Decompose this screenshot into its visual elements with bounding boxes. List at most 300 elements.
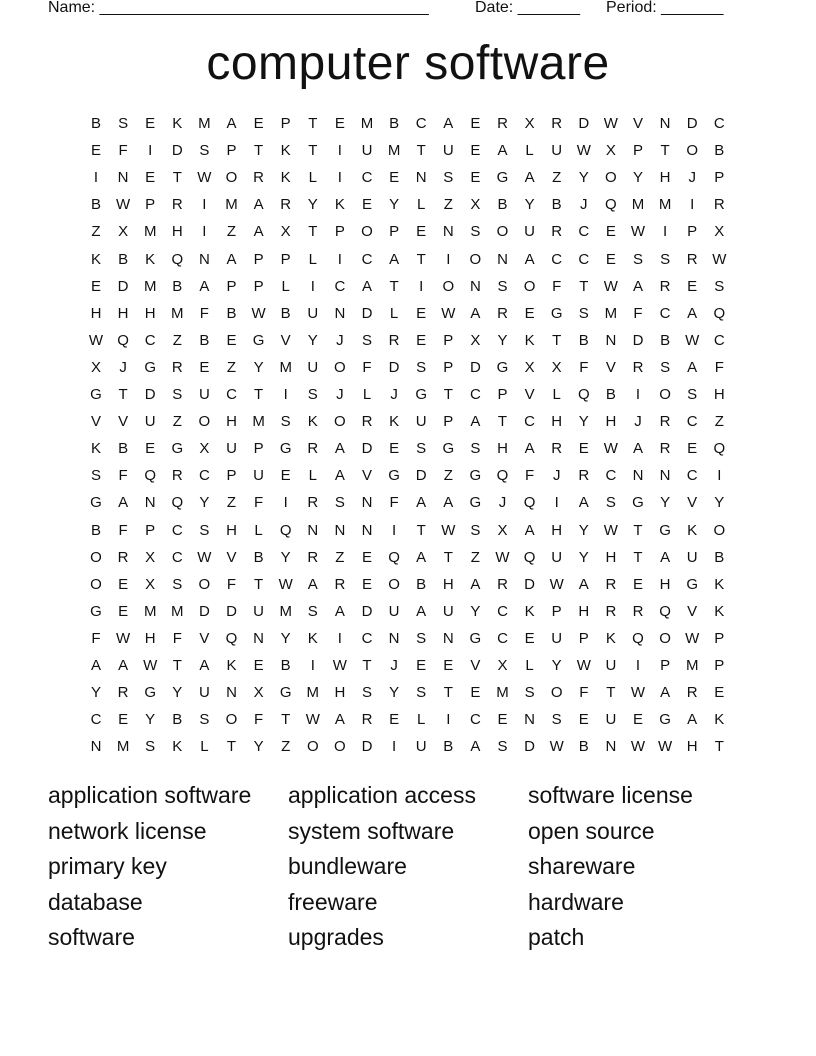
grid-letter[interactable]: G xyxy=(90,386,102,403)
grid-letter[interactable]: O xyxy=(198,413,211,431)
grid-letter[interactable]: S xyxy=(497,738,508,756)
grid-letter[interactable]: N xyxy=(659,467,671,485)
grid-letter[interactable]: C xyxy=(469,386,481,403)
grid-letter[interactable]: E xyxy=(118,602,129,620)
grid-letter[interactable]: Q xyxy=(117,331,129,349)
grid-letter[interactable]: A xyxy=(443,494,454,512)
grid-letter[interactable]: H xyxy=(117,304,129,322)
grid-letter[interactable]: R xyxy=(361,711,373,729)
grid-letter[interactable]: X xyxy=(280,223,291,241)
grid-letter[interactable]: M xyxy=(658,196,672,214)
grid-letter[interactable]: E xyxy=(145,115,156,132)
grid-letter[interactable]: U xyxy=(605,657,617,674)
grid-letter[interactable]: R xyxy=(632,358,644,376)
grid-letter[interactable]: N xyxy=(469,277,481,295)
grid-letter[interactable]: D xyxy=(117,277,129,295)
grid-letter[interactable]: R xyxy=(388,331,400,349)
grid-letter[interactable]: E xyxy=(361,548,372,566)
grid-letter[interactable]: I xyxy=(635,386,641,403)
grid-letter[interactable]: C xyxy=(171,521,183,539)
grid-letter[interactable]: C xyxy=(226,386,237,403)
grid-letter[interactable]: A xyxy=(632,440,643,458)
grid-letter[interactable]: U xyxy=(198,386,210,403)
grid-letter[interactable]: A xyxy=(118,657,129,674)
grid-letter[interactable]: P xyxy=(253,277,264,295)
grid-letter[interactable]: R xyxy=(551,115,563,132)
grid-letter[interactable]: T xyxy=(254,386,264,403)
grid-letter[interactable]: I xyxy=(202,196,207,214)
grid-letter[interactable]: X xyxy=(497,521,508,539)
grid-letter[interactable]: C xyxy=(415,115,427,132)
grid-letter[interactable]: C xyxy=(713,115,725,132)
grid-letter[interactable]: K xyxy=(524,602,535,620)
grid-letter[interactable]: B xyxy=(551,196,562,214)
grid-letter[interactable]: I xyxy=(663,223,668,241)
grid-letter[interactable]: A xyxy=(334,711,345,729)
grid-letter[interactable]: W xyxy=(88,331,104,349)
grid-letter[interactable]: P xyxy=(145,521,156,539)
grid-letter[interactable]: A xyxy=(578,494,589,512)
grid-letter[interactable]: Z xyxy=(91,223,101,241)
grid-letter[interactable]: E xyxy=(470,115,481,132)
grid-letter[interactable]: E xyxy=(280,467,291,485)
grid-letter[interactable]: A xyxy=(199,657,210,674)
grid-letter[interactable]: N xyxy=(524,711,536,729)
grid-letter[interactable]: A xyxy=(497,142,508,160)
grid-letter[interactable]: O xyxy=(225,169,238,187)
grid-letter[interactable]: I xyxy=(635,657,641,674)
grid-letter[interactable]: D xyxy=(361,602,373,620)
grid-letter[interactable]: S xyxy=(660,358,671,376)
grid-letter[interactable]: O xyxy=(388,575,400,593)
grid-letter[interactable]: G xyxy=(144,358,157,376)
grid-letter[interactable]: N xyxy=(117,169,129,187)
grid-letter[interactable]: U xyxy=(442,602,454,620)
grid-letter[interactable]: H xyxy=(144,629,156,647)
grid-letter[interactable]: H xyxy=(226,413,237,431)
name-field[interactable]: Name: _____________________________________ xyxy=(48,0,429,16)
grid-letter[interactable]: Y xyxy=(280,548,291,566)
grid-letter[interactable]: O xyxy=(659,629,671,647)
grid-letter[interactable]: P xyxy=(714,657,725,674)
grid-letter[interactable]: D xyxy=(361,738,373,756)
grid-letter[interactable]: F xyxy=(172,629,182,647)
grid-letter[interactable]: Y xyxy=(280,629,291,647)
grid-letter[interactable]: Q xyxy=(605,196,617,214)
grid-letter[interactable]: W xyxy=(576,657,591,674)
grid-letter[interactable]: H xyxy=(442,575,454,593)
grid-letter[interactable]: I xyxy=(283,494,288,512)
grid-letter[interactable]: R xyxy=(361,413,373,431)
grid-letter[interactable]: G xyxy=(279,684,292,702)
grid-letter[interactable]: E xyxy=(361,575,372,593)
grid-letter[interactable]: E xyxy=(632,575,643,593)
grid-letter[interactable]: V xyxy=(280,331,291,349)
grid-letter[interactable]: S xyxy=(361,331,372,349)
grid-letter[interactable]: M xyxy=(279,358,292,376)
grid-letter[interactable]: S xyxy=(307,602,318,620)
grid-letter[interactable]: F xyxy=(118,467,128,485)
grid-letter[interactable]: E xyxy=(90,142,101,160)
grid-letter[interactable]: W xyxy=(576,142,591,160)
grid-letter[interactable]: K xyxy=(714,575,725,593)
grid-letter[interactable]: Q xyxy=(171,250,184,268)
grid-letter[interactable]: A xyxy=(687,304,698,322)
grid-letter[interactable]: E xyxy=(253,657,264,674)
grid-letter[interactable]: V xyxy=(118,413,129,431)
grid-letter[interactable]: U xyxy=(686,548,698,566)
grid-letter[interactable]: R xyxy=(578,467,590,485)
grid-letter[interactable]: R xyxy=(659,413,671,431)
grid-letter[interactable]: J xyxy=(336,331,344,349)
grid-letter[interactable]: A xyxy=(470,413,481,431)
grid-letter[interactable]: V xyxy=(632,115,643,132)
grid-letter[interactable]: Z xyxy=(226,358,237,376)
grid-letter[interactable]: G xyxy=(144,684,157,702)
grid-letter[interactable]: F xyxy=(579,358,589,376)
grid-letter[interactable]: T xyxy=(362,657,372,674)
period-field[interactable]: Period: _______ xyxy=(606,0,724,16)
grid-letter[interactable]: U xyxy=(551,629,563,647)
grid-letter[interactable]: R xyxy=(117,548,129,566)
grid-letter[interactable]: O xyxy=(334,738,346,756)
grid-letter[interactable]: G xyxy=(469,629,482,647)
grid-letter[interactable]: U xyxy=(144,413,156,431)
grid-letter[interactable]: E xyxy=(687,277,698,295)
grid-letter[interactable]: I xyxy=(392,521,397,539)
grid-letter[interactable]: W xyxy=(603,440,618,458)
grid-letter[interactable]: L xyxy=(525,657,534,674)
grid-letter[interactable]: M xyxy=(198,115,211,132)
grid-letter[interactable]: I xyxy=(337,250,342,268)
grid-letter[interactable]: T xyxy=(633,521,643,539)
grid-letter[interactable]: S xyxy=(118,115,129,132)
grid-letter[interactable]: Q xyxy=(523,494,536,512)
grid-letter[interactable]: K xyxy=(90,250,101,268)
grid-letter[interactable]: H xyxy=(578,602,590,620)
grid-letter[interactable]: F xyxy=(226,575,237,593)
grid-letter[interactable]: E xyxy=(497,711,508,729)
grid-letter[interactable]: F xyxy=(118,521,128,539)
grid-letter[interactable]: S xyxy=(524,684,535,702)
grid-letter[interactable]: I xyxy=(337,629,342,647)
grid-letter[interactable]: A xyxy=(226,250,237,268)
grid-letter[interactable]: G xyxy=(171,440,184,458)
grid-letter[interactable]: W xyxy=(603,521,618,539)
grid-letter[interactable]: A xyxy=(578,575,589,593)
grid-letter[interactable]: G xyxy=(90,494,102,512)
grid-letter[interactable]: Y xyxy=(199,494,210,512)
grid-letter[interactable]: Q xyxy=(713,440,726,458)
grid-letter[interactable]: R xyxy=(659,440,671,458)
grid-letter[interactable]: P xyxy=(253,250,264,268)
grid-letter[interactable]: N xyxy=(442,629,454,647)
grid-letter[interactable]: K xyxy=(172,115,183,132)
grid-letter[interactable]: X xyxy=(551,358,562,376)
grid-letter[interactable]: I xyxy=(690,196,695,214)
grid-letter[interactable]: X xyxy=(524,358,535,376)
grid-letter[interactable]: A xyxy=(660,684,671,702)
grid-letter[interactable]: V xyxy=(605,358,616,376)
grid-letter[interactable]: D xyxy=(198,602,210,620)
grid-letter[interactable]: K xyxy=(145,250,156,268)
grid-letter[interactable]: P xyxy=(226,467,237,485)
grid-letter[interactable]: A xyxy=(118,494,129,512)
grid-letter[interactable]: Y xyxy=(172,684,183,702)
grid-letter[interactable]: D xyxy=(388,358,400,376)
grid-letter[interactable]: N xyxy=(198,250,210,268)
grid-letter[interactable]: R xyxy=(307,548,319,566)
grid-letter[interactable]: Q xyxy=(171,494,184,512)
grid-letter[interactable]: E xyxy=(524,629,535,647)
grid-letter[interactable]: P xyxy=(443,413,454,431)
grid-letter[interactable]: T xyxy=(443,548,453,566)
grid-letter[interactable]: Z xyxy=(226,494,237,512)
grid-letter[interactable]: I xyxy=(446,711,451,729)
grid-letter[interactable]: O xyxy=(523,277,536,295)
grid-letter[interactable]: C xyxy=(361,250,373,268)
grid-letter[interactable]: W xyxy=(251,304,266,322)
grid-letter[interactable]: L xyxy=(362,386,372,403)
grid-letter[interactable]: O xyxy=(550,684,563,702)
grid-letter[interactable]: L xyxy=(254,521,263,539)
grid-letter[interactable]: J xyxy=(552,467,561,485)
grid-letter[interactable]: Y xyxy=(714,494,725,512)
grid-letter[interactable]: G xyxy=(686,575,699,593)
grid-letter[interactable]: S xyxy=(280,413,291,431)
grid-letter[interactable]: Z xyxy=(226,223,237,241)
grid-letter[interactable]: K xyxy=(687,521,698,539)
grid-letter[interactable]: T xyxy=(254,575,264,593)
grid-letter[interactable]: I xyxy=(392,738,397,756)
grid-letter[interactable]: F xyxy=(714,358,724,376)
grid-letter[interactable]: A xyxy=(199,277,210,295)
grid-letter[interactable]: W xyxy=(332,657,347,674)
grid-letter[interactable]: E xyxy=(416,657,427,674)
grid-letter[interactable]: Y xyxy=(253,738,264,756)
grid-letter[interactable]: Z xyxy=(172,413,182,431)
grid-letter[interactable]: W xyxy=(685,629,700,647)
grid-letter[interactable]: P xyxy=(660,657,671,674)
grid-letter[interactable]: C xyxy=(578,223,590,241)
grid-letter[interactable]: U xyxy=(307,358,319,376)
grid-letter[interactable]: N xyxy=(388,629,400,647)
grid-letter[interactable]: X xyxy=(90,358,101,376)
grid-letter[interactable]: A xyxy=(416,494,427,512)
grid-letter[interactable]: J xyxy=(336,386,344,403)
grid-letter[interactable]: N xyxy=(632,467,644,485)
grid-letter[interactable]: L xyxy=(389,304,399,322)
grid-letter[interactable]: R xyxy=(171,358,183,376)
grid-letter[interactable]: S xyxy=(470,521,481,539)
grid-letter[interactable]: C xyxy=(713,331,725,349)
grid-letter[interactable]: P xyxy=(280,250,291,268)
grid-letter[interactable]: E xyxy=(389,169,400,187)
grid-letter[interactable]: A xyxy=(416,602,427,620)
grid-letter[interactable]: A xyxy=(470,738,481,756)
grid-letter[interactable]: W xyxy=(441,521,456,539)
grid-letter[interactable]: C xyxy=(686,467,698,485)
grid-letter[interactable]: S xyxy=(90,467,101,485)
grid-letter[interactable]: A xyxy=(253,223,264,241)
grid-letter[interactable]: T xyxy=(497,413,508,431)
grid-letter[interactable]: R xyxy=(686,250,698,268)
grid-letter[interactable]: P xyxy=(578,629,589,647)
grid-letter[interactable]: B xyxy=(605,386,616,403)
grid-letter[interactable]: A xyxy=(687,711,698,729)
grid-letter[interactable]: B xyxy=(714,548,725,566)
grid-letter[interactable]: E xyxy=(605,223,616,241)
grid-letter[interactable]: X xyxy=(497,657,508,674)
grid-letter[interactable]: B xyxy=(280,657,291,674)
grid-letter[interactable]: M xyxy=(306,684,320,702)
grid-letter[interactable]: G xyxy=(469,467,482,485)
grid-letter[interactable]: G xyxy=(632,494,644,512)
grid-letter[interactable]: A xyxy=(334,440,345,458)
grid-letter[interactable]: F xyxy=(254,711,264,729)
grid-letter[interactable]: H xyxy=(334,684,346,702)
grid-letter[interactable]: K xyxy=(172,738,183,756)
grid-letter[interactable]: C xyxy=(469,711,481,729)
grid-letter[interactable]: R xyxy=(632,602,644,620)
grid-letter[interactable]: T xyxy=(443,386,453,403)
grid-letter[interactable]: P xyxy=(443,331,454,349)
grid-letter[interactable]: M xyxy=(143,602,157,620)
grid-letter[interactable]: X xyxy=(253,684,264,702)
grid-letter[interactable]: M xyxy=(225,196,238,214)
grid-letter[interactable]: G xyxy=(496,169,509,187)
grid-letter[interactable]: Y xyxy=(578,413,589,431)
grid-letter[interactable]: S xyxy=(416,358,427,376)
grid-letter[interactable]: S xyxy=(443,169,454,187)
grid-letter[interactable]: W xyxy=(116,196,131,214)
grid-letter[interactable]: T xyxy=(308,115,318,132)
grid-letter[interactable]: H xyxy=(659,169,671,187)
grid-letter[interactable]: H xyxy=(605,413,617,431)
grid-letter[interactable]: Z xyxy=(335,548,345,566)
grid-letter[interactable]: I xyxy=(283,386,288,403)
grid-letter[interactable]: U xyxy=(415,413,427,431)
grid-letter[interactable]: H xyxy=(605,548,617,566)
grid-letter[interactable]: W xyxy=(495,548,510,566)
grid-letter[interactable]: A xyxy=(443,115,454,132)
grid-letter[interactable]: E xyxy=(605,250,616,268)
grid-letter[interactable]: Y xyxy=(660,494,671,512)
grid-letter[interactable]: E xyxy=(524,304,535,322)
grid-letter[interactable]: S xyxy=(714,277,725,295)
grid-letter[interactable]: V xyxy=(361,467,372,485)
grid-letter[interactable]: M xyxy=(143,277,157,295)
grid-letter[interactable]: U xyxy=(253,602,265,620)
grid-letter[interactable]: G xyxy=(415,386,428,403)
grid-letter[interactable]: L xyxy=(417,196,426,214)
grid-letter[interactable]: J xyxy=(688,169,696,187)
grid-letter[interactable]: G xyxy=(659,521,671,539)
grid-letter[interactable]: H xyxy=(551,413,563,431)
grid-letter[interactable]: B xyxy=(714,142,725,160)
grid-letter[interactable]: P xyxy=(714,169,725,187)
grid-letter[interactable]: X xyxy=(524,115,535,132)
grid-letter[interactable]: W xyxy=(143,657,158,674)
grid-letter[interactable]: L xyxy=(281,277,290,295)
grid-letter[interactable]: L xyxy=(308,169,317,187)
grid-letter[interactable]: F xyxy=(552,277,562,295)
grid-letter[interactable]: Y xyxy=(578,169,589,187)
grid-letter[interactable]: R xyxy=(253,169,265,187)
grid-letter[interactable]: Y xyxy=(90,684,101,702)
grid-letter[interactable]: X xyxy=(605,142,616,160)
grid-letter[interactable]: L xyxy=(200,738,209,756)
grid-letter[interactable]: M xyxy=(360,115,374,132)
grid-letter[interactable]: P xyxy=(632,142,643,160)
grid-letter[interactable]: J xyxy=(390,386,398,403)
grid-letter[interactable]: K xyxy=(280,142,291,160)
grid-letter[interactable]: W xyxy=(685,331,700,349)
grid-letter[interactable]: W xyxy=(197,548,212,566)
grid-letter[interactable]: G xyxy=(496,358,509,376)
grid-letter[interactable]: T xyxy=(254,142,264,160)
grid-letter[interactable]: S xyxy=(497,277,508,295)
grid-letter[interactable]: I xyxy=(554,494,559,512)
grid-letter[interactable]: S xyxy=(578,304,589,322)
grid-letter[interactable]: Q xyxy=(713,304,726,322)
grid-letter[interactable]: A xyxy=(90,657,101,674)
grid-letter[interactable]: E xyxy=(226,331,237,349)
grid-letter[interactable]: M xyxy=(171,304,184,322)
grid-letter[interactable]: Y xyxy=(578,548,589,566)
grid-letter[interactable]: Z xyxy=(443,467,453,485)
grid-letter[interactable]: T xyxy=(416,521,426,539)
grid-letter[interactable]: R xyxy=(713,196,725,214)
grid-letter[interactable]: M xyxy=(143,223,157,241)
grid-letter[interactable]: W xyxy=(603,115,618,132)
grid-letter[interactable]: H xyxy=(551,521,563,539)
grid-letter[interactable]: K xyxy=(605,629,616,647)
grid-letter[interactable]: X xyxy=(118,223,129,241)
grid-letter[interactable]: D xyxy=(469,358,481,376)
grid-letter[interactable]: C xyxy=(524,413,536,431)
grid-letter[interactable]: A xyxy=(416,548,427,566)
grid-letter[interactable]: K xyxy=(307,413,318,431)
grid-letter[interactable]: T xyxy=(308,142,318,160)
grid-letter[interactable]: B xyxy=(118,250,129,268)
grid-letter[interactable]: H xyxy=(144,304,156,322)
grid-letter[interactable]: R xyxy=(686,684,698,702)
grid-letter[interactable]: N xyxy=(253,629,265,647)
grid-letter[interactable]: R xyxy=(307,440,319,458)
grid-letter[interactable]: W xyxy=(630,684,646,702)
grid-letter[interactable]: W xyxy=(603,277,618,295)
grid-letter[interactable]: B xyxy=(497,196,508,214)
grid-letter[interactable]: P xyxy=(145,196,156,214)
grid-letter[interactable]: U xyxy=(198,684,210,702)
grid-letter[interactable]: B xyxy=(660,331,671,349)
grid-letter[interactable]: E xyxy=(199,358,210,376)
grid-letter[interactable]: Y xyxy=(524,196,535,214)
grid-letter[interactable]: S xyxy=(145,738,156,756)
grid-letter[interactable]: S xyxy=(172,575,183,593)
grid-letter[interactable]: A xyxy=(524,440,535,458)
grid-letter[interactable]: T xyxy=(389,277,399,295)
grid-letter[interactable]: K xyxy=(714,711,725,729)
grid-letter[interactable]: W xyxy=(305,711,320,729)
grid-letter[interactable]: N xyxy=(334,521,346,539)
grid-letter[interactable]: I xyxy=(310,277,315,295)
grid-letter[interactable]: E xyxy=(361,196,372,214)
grid-letter[interactable]: X xyxy=(145,575,156,593)
grid-letter[interactable]: F xyxy=(91,629,101,647)
grid-letter[interactable]: T xyxy=(416,142,426,160)
